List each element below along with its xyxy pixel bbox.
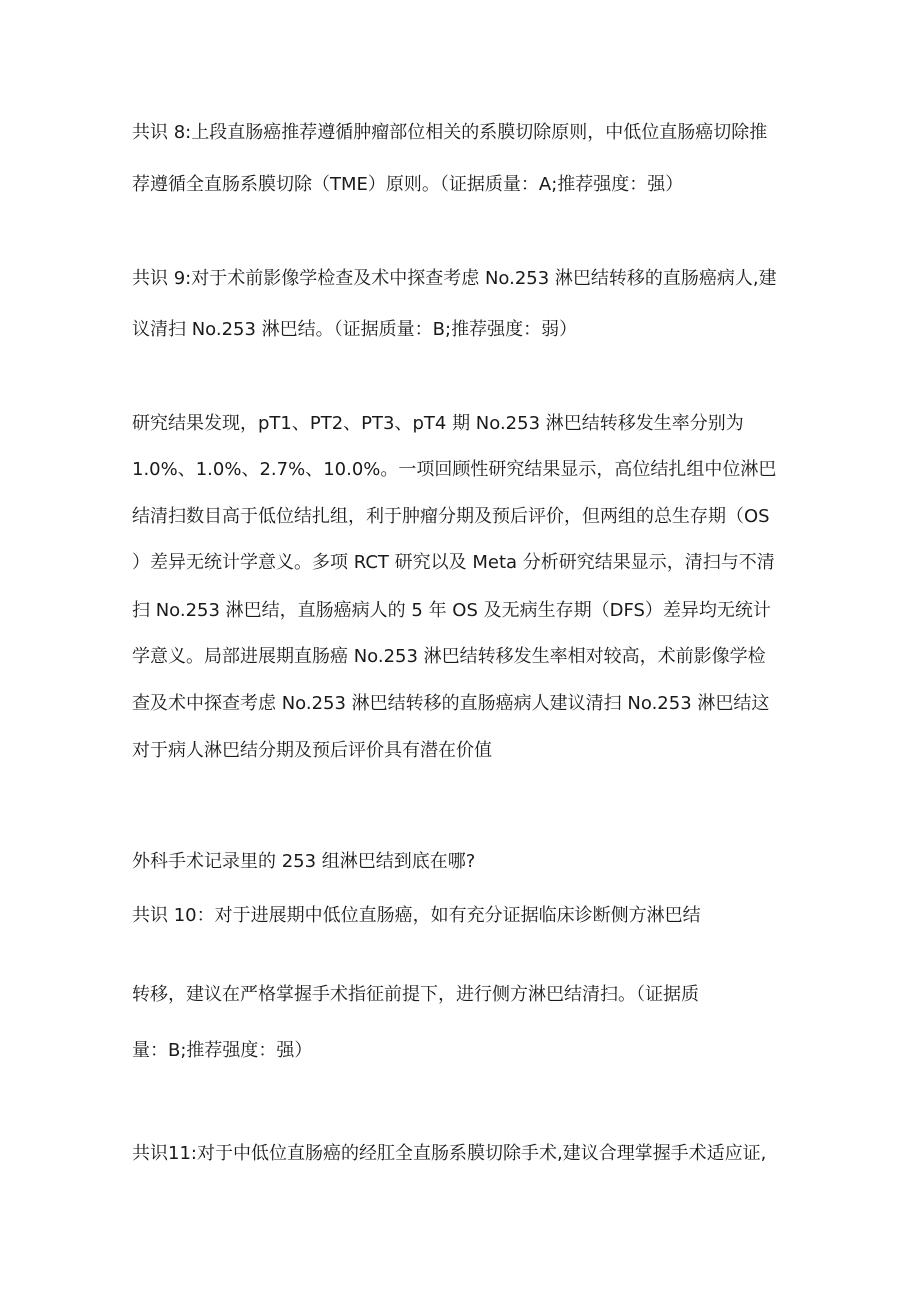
research-line-2: 1.0%、1.0%、2.7%、10.0%。一项回顾性研究结果显示，高位结扎组中位淋巴 (132, 459, 777, 480)
question-line: 外科手术记录里的 253 组淋巴结到底在哪? (132, 851, 476, 872)
consensus-10-line-2: 转移，建议在严格掌握手术指征前提下，进行侧方淋巴结清扫。（证据质 (132, 984, 699, 1005)
consensus-11-line-1: 共识11:对于中低位直肠癌的经肛全直肠系膜切除手术,建议合理掌握手术适应证, (132, 1143, 767, 1164)
consensus-10-line-1: 共识 10：对于进展期中低位直肠癌，如有充分证据临床诊断侧方淋巴结 (132, 905, 701, 926)
research-line-1: 研究结果发现，pT1、PT2、PT3、pT4 期 No.253 淋巴结转移发生率分别为 (132, 413, 744, 434)
consensus-8-line-1: 共识 8:上段直肠癌推荐遵循肿瘤部位相关的系膜切除原则，中低位直肠癌切除推 (132, 122, 768, 143)
consensus-10-line-3: 量：B;推荐强度：强） (132, 1040, 313, 1061)
consensus-9-line-2: 议清扫 No.253 淋巴结。（证据质量：B;推荐强度：弱） (132, 319, 578, 340)
research-line-4: ）差异无统计学意义。多项 RCT 研究以及 Meta 分析研究结果显示，清扫与不清 (132, 552, 775, 573)
consensus-8-line-2: 荐遵循全直肠系膜切除（TME）原则。（证据质量：A;推荐强度：强） (132, 174, 684, 195)
research-line-7: 查及术中探查考虑 No.253 淋巴结转移的直肠癌病人建议清扫 No.253 淋巴结这 (132, 693, 770, 714)
research-line-3: 结清扫数目高于低位结扎组，利于肿瘤分期及预后评价，但两组的总生存期（OS (132, 506, 770, 527)
research-line-6: 学意义。局部进展期直肠癌 No.253 淋巴结转移发生率相对较高，术前影像学检 (132, 646, 766, 667)
consensus-9-line-1: 共识 9:对于术前影像学检查及术中探查考虑 No.253 淋巴结转移的直肠癌病人,建 (132, 268, 777, 289)
research-line-8: 对于病人淋巴结分期及预后评价具有潜在价值 (132, 740, 492, 761)
research-line-5: 扫 No.253 淋巴结，直肠癌病人的 5 年 OS 及无病生存期（DFS）差异均无统计 (132, 600, 771, 621)
